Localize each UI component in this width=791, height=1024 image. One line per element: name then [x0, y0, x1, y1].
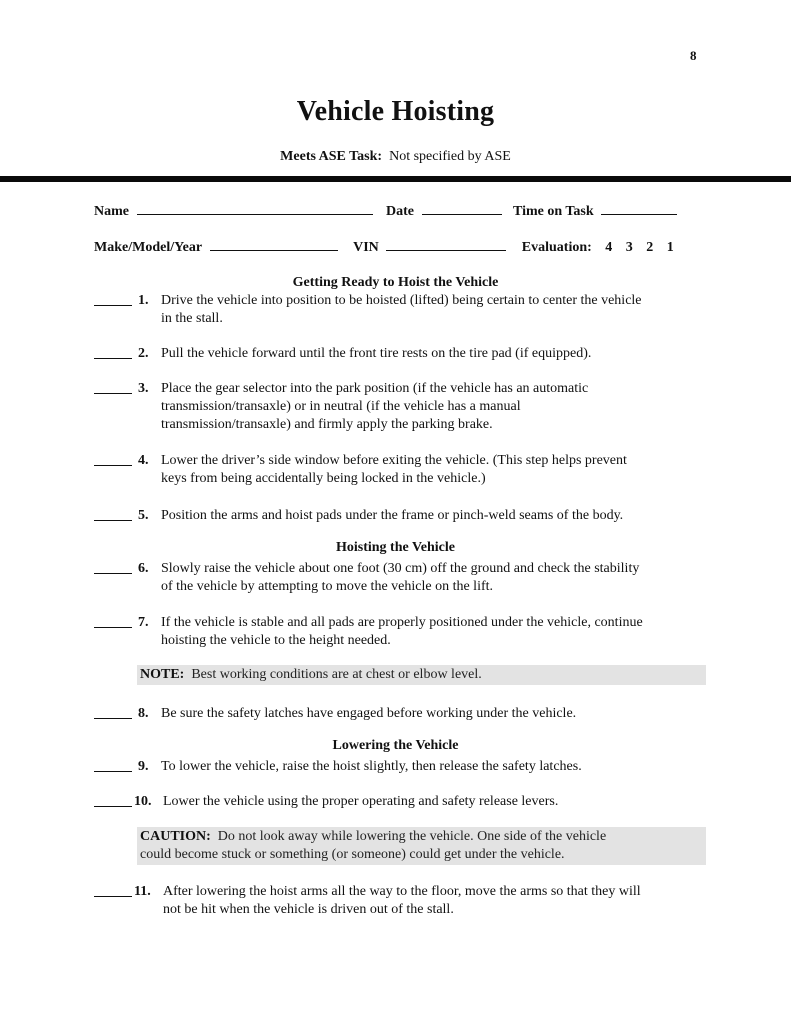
step-8: [94, 705, 704, 723]
step-7: [94, 614, 704, 650]
step-3-checkbox[interactable]: [94, 393, 132, 394]
section-heading-lowering: Lowering the Vehicle: [332, 738, 459, 753]
evaluation-scores: [595, 240, 674, 255]
step-4-text-line: keys from being accidentally being locked in the vehicle.): [161, 471, 486, 486]
vin-label: VIN: [353, 240, 379, 255]
step-11-number: 11.: [134, 884, 151, 899]
info-row-1: [94, 202, 683, 220]
step-6-text-line: Slowly raise the vehicle about one foot (30 cm) off the ground and check the stability: [161, 561, 640, 576]
ase-task-value: Not specified by ASE: [389, 149, 511, 164]
step-7-text-line: hoisting the vehicle to the height needed.: [161, 633, 391, 648]
step-9: [94, 758, 704, 776]
step-5-text-line: Position the arms and hoist pads under the frame or pinch-weld seams of the body.: [161, 508, 624, 523]
step-3-number: 3.: [138, 381, 149, 396]
step-2: [94, 345, 704, 363]
step-5-checkbox[interactable]: [94, 520, 132, 521]
step-11-text-line: not be hit when the vehicle is driven out of the stall.: [163, 902, 454, 917]
caution-label: CAUTION:: [140, 829, 211, 844]
vin-field[interactable]: [386, 238, 506, 251]
time-on-task-field[interactable]: [601, 202, 677, 215]
name-field[interactable]: [137, 202, 373, 215]
caution-text-line: Do not look away while lowering the vehicle. One side of the vehicle: [217, 829, 607, 844]
evaluation-label: Evaluation:: [521, 240, 592, 255]
ase-task-line: [0, 149, 791, 165]
caution-callout: [137, 827, 706, 865]
step-3-text-line: transmission/transaxle) or in neutral (if the vehicle has a manual: [161, 399, 521, 414]
note-callout: [137, 665, 706, 685]
step-1-text-line: in the stall.: [161, 311, 223, 326]
step-8-text-line: Be sure the safety latches have engaged before working under the vehicle.: [161, 706, 577, 721]
time-on-task-label: Time on Task: [513, 204, 594, 219]
caution-text-line: could become stuck or something (or someone) could get under the vehicle.: [140, 847, 565, 862]
evaluation-score-4[interactable]: 4: [605, 240, 613, 255]
name-label: Name: [94, 204, 129, 219]
step-10-number: 10.: [134, 794, 152, 809]
step-6: [94, 560, 704, 596]
step-10-checkbox[interactable]: [94, 806, 132, 807]
step-9-number: 9.: [138, 759, 149, 774]
step-1-checkbox[interactable]: [94, 305, 132, 306]
step-11-checkbox[interactable]: [94, 896, 132, 897]
info-row-2: [94, 238, 674, 256]
step-7-number: 7.: [138, 615, 149, 630]
step-6-number: 6.: [138, 561, 149, 576]
evaluation-score-3[interactable]: 3: [625, 240, 633, 255]
step-4: [94, 452, 704, 488]
step-10-text-line: Lower the vehicle using the proper operating and safety release levers.: [163, 794, 559, 809]
step-2-number: 2.: [138, 346, 149, 361]
step-3: [94, 380, 704, 434]
step-9-text-line: To lower the vehicle, raise the hoist slightly, then release the safety latches.: [161, 759, 582, 774]
date-field[interactable]: [422, 202, 502, 215]
step-11: [94, 883, 704, 919]
step-5: [94, 507, 704, 525]
date-label: Date: [386, 204, 414, 219]
page-number: 8: [690, 48, 697, 63]
step-4-text-line: Lower the driver’s side window before exiting the vehicle. (This step helps prevent: [161, 453, 627, 468]
step-7-text-line: If the vehicle is stable and all pads are properly positioned under the vehicle, continue: [161, 615, 643, 630]
step-6-checkbox[interactable]: [94, 573, 132, 574]
step-10: [94, 793, 704, 811]
step-1-text-line: Drive the vehicle into position to be hoisted (lifted) being certain to center the vehicle: [161, 293, 642, 308]
step-1-number: 1.: [138, 293, 149, 308]
step-6-text-line: of the vehicle by attempting to move the vehicle on the lift.: [161, 579, 494, 594]
note-text: Best working conditions are at chest or elbow level.: [191, 667, 482, 682]
header-rule: [0, 176, 791, 182]
step-1: [94, 292, 704, 328]
section-heading-getting-ready: Getting Ready to Hoist the Vehicle: [292, 275, 499, 290]
section-heading-hoisting: Hoisting the Vehicle: [335, 540, 455, 555]
make-model-year-label: Make/Model/Year: [94, 240, 203, 255]
evaluation-score-1[interactable]: 1: [666, 240, 674, 255]
step-3-text-line: transmission/transaxle) and firmly apply the parking brake.: [161, 417, 493, 432]
step-4-number: 4.: [138, 453, 149, 468]
step-8-number: 8.: [138, 706, 149, 721]
step-11-text-line: After lowering the hoist arms all the way to the floor, move the arms so that they will: [163, 884, 641, 899]
note-label: NOTE:: [140, 667, 185, 682]
step-3-text-line: Place the gear selector into the park position (if the vehicle has an automatic: [161, 381, 589, 396]
step-2-text-line: Pull the vehicle forward until the front tire rests on the tire pad (if equipped).: [161, 346, 592, 361]
step-7-checkbox[interactable]: [94, 627, 132, 628]
step-5-number: 5.: [138, 508, 149, 523]
evaluation-score-2[interactable]: 2: [646, 240, 654, 255]
step-2-checkbox[interactable]: [94, 358, 132, 359]
ase-task-label: Meets ASE Task:: [280, 149, 383, 164]
make-model-year-field[interactable]: [210, 238, 338, 251]
step-9-checkbox[interactable]: [94, 771, 132, 772]
step-8-checkbox[interactable]: [94, 718, 132, 719]
page-title: Vehicle Hoisting: [296, 96, 495, 127]
step-4-checkbox[interactable]: [94, 465, 132, 466]
